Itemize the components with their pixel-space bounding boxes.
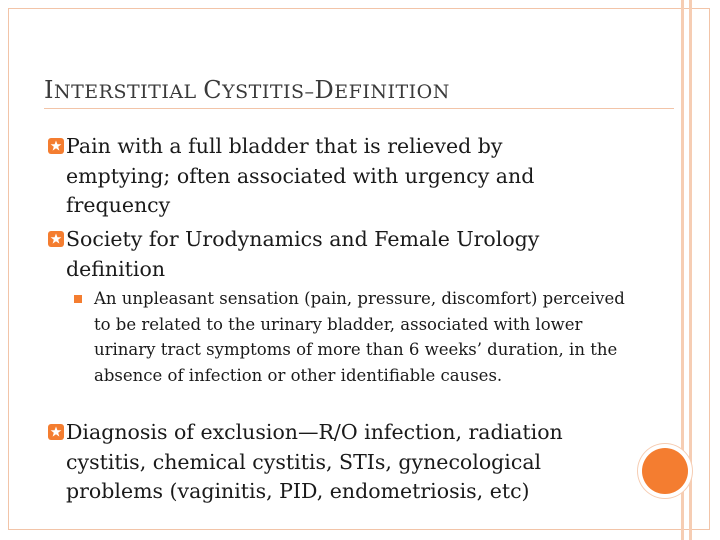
star-box-icon — [48, 138, 64, 154]
title-part: YSTITIS — [222, 81, 305, 103]
bullet-item — [48, 225, 596, 284]
title-part: – — [304, 81, 315, 103]
bullet-item — [48, 132, 596, 221]
title-part: EFINITION — [334, 81, 450, 103]
star-box-icon — [48, 424, 64, 440]
title-part: D — [314, 76, 335, 104]
bullet-text: Pain with a full bladder that is relieved by emptying; often associated with urgency and frequency — [66, 134, 535, 217]
decorative-circle — [642, 448, 688, 494]
sub-bullet-item — [74, 286, 634, 388]
decorative-stripe — [689, 0, 692, 540]
title-part: C — [203, 76, 223, 104]
square-bullet-icon — [74, 295, 82, 303]
bullet-item — [48, 418, 596, 507]
title-underline — [44, 108, 674, 109]
title-part: NTERSTITIAL — [53, 81, 204, 103]
star-box-icon — [48, 231, 64, 247]
slide-title — [44, 76, 450, 104]
bullet-text: Diagnosis of exclusion—R/O infection, radiation cystitis, chemical cystitis, STIs, gynecological problems (vaginitis, PID, endometriosis, etc) — [66, 420, 563, 503]
title-part: I — [44, 76, 54, 104]
sub-bullet-text: An unpleasant sensation (pain, pressure, discomfort) perceived to be related to the urinary bladder, associated with lower urinary tract symptoms of more than 6 weeks’ duration, in the absence of infection or other identifiable causes. — [94, 289, 625, 385]
bullet-text: Society for Urodynamics and Female Urology definition — [66, 227, 540, 281]
